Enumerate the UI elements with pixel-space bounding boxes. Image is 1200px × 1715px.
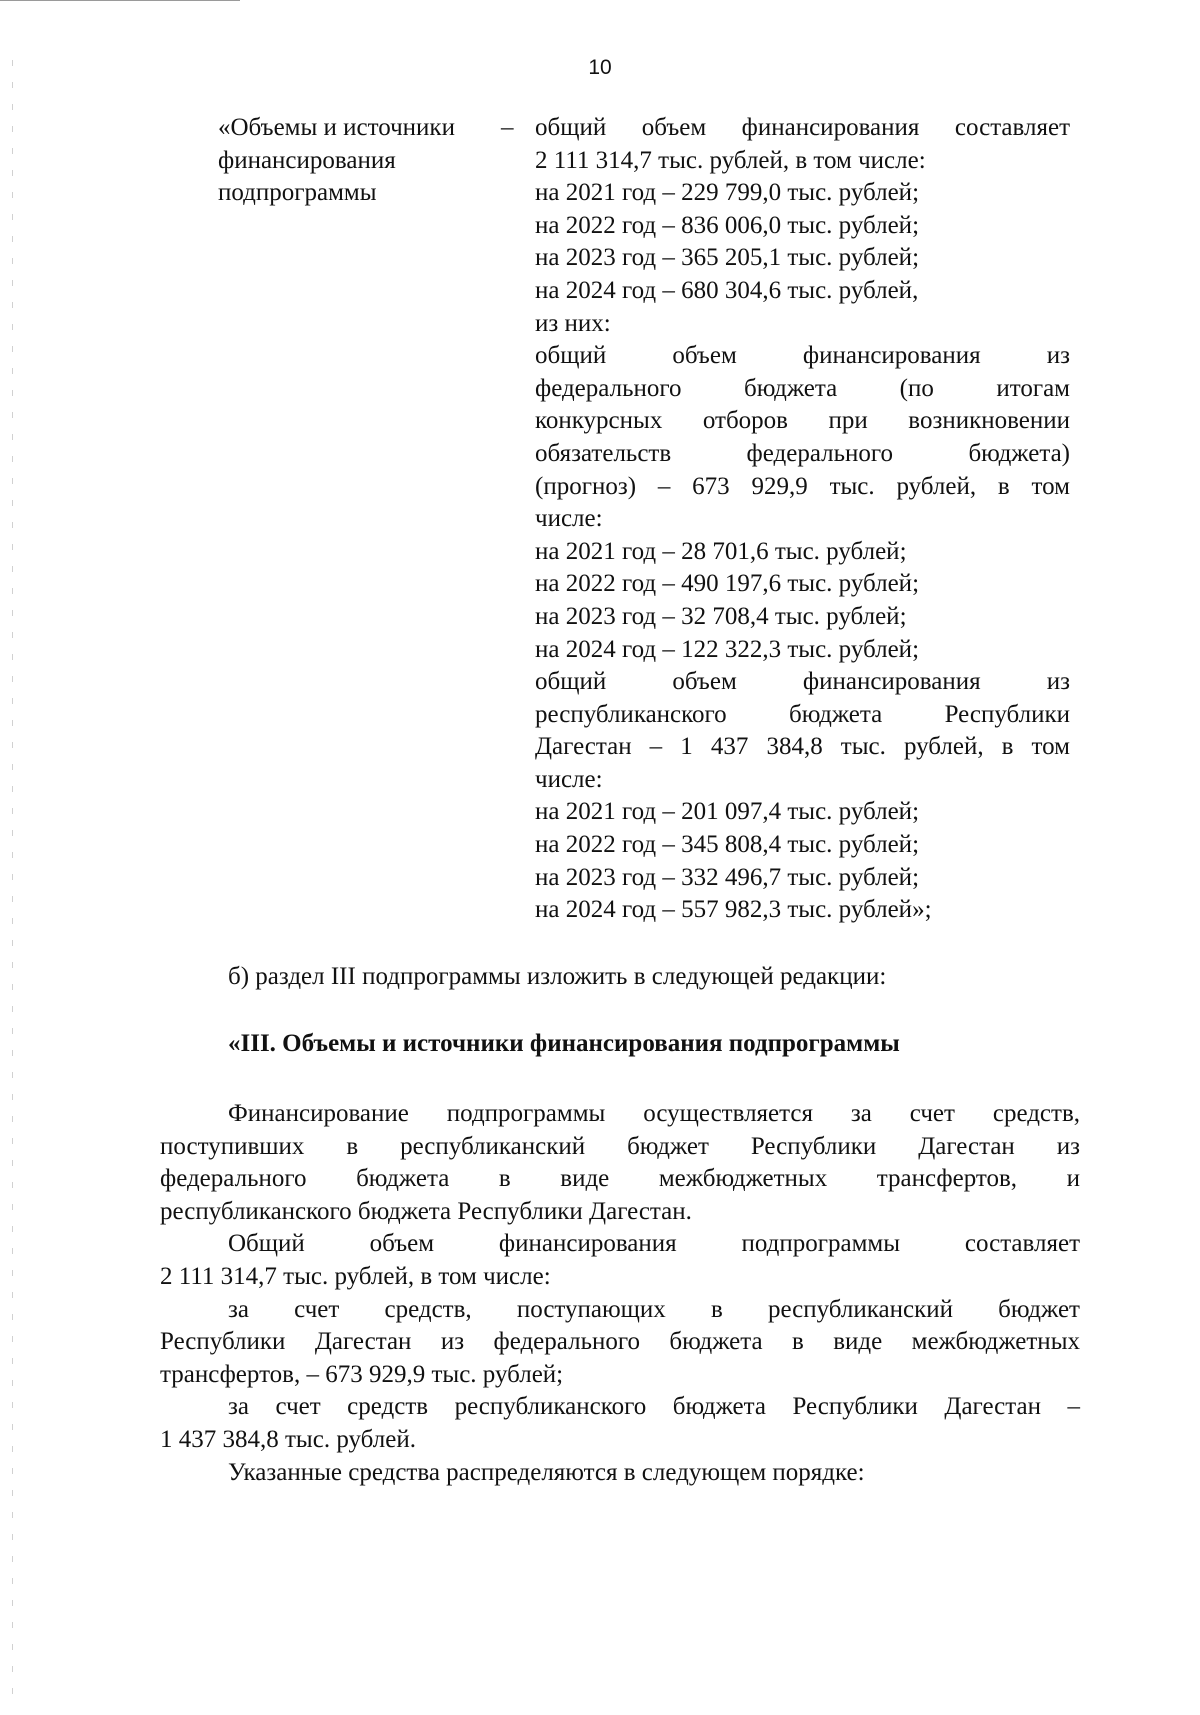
body-line: 1 437 384,8 тыс. рублей.: [160, 1425, 416, 1453]
body-line: трансфертов, – 673 929,9 тыс. рублей;: [160, 1360, 564, 1388]
passport-value-line: общий объем финансирования составляет: [535, 114, 1070, 141]
section-heading: «III. Объемы и источники финансирования подпрограммы: [228, 1030, 900, 1057]
passport-value-line: на 2023 год – 332 496,7 тыс. рублей;: [535, 863, 920, 891]
passport-value-line: из них:: [535, 309, 611, 337]
passport-value-line: конкурсных отборов при возникновении: [535, 407, 1070, 435]
passport-value-line: на 2021 год – 28 701,6 тыс. рублей;: [535, 537, 907, 565]
passport-value-line: общий объем финансирования из: [535, 342, 1070, 370]
passport-value-line: числе:: [535, 765, 603, 793]
body-line: республиканского бюджета Республики Дагестан.: [160, 1197, 692, 1225]
body-line: поступивших в республиканский бюджет Республики Дагестан из: [160, 1132, 1080, 1160]
passport-value-line: на 2023 год – 365 205,1 тыс. рублей;: [535, 244, 920, 272]
passport-value-line: республиканского бюджета Республики: [535, 700, 1070, 728]
amendment-paragraph: б) раздел III подпрограммы изложить в следующей редакции:: [228, 963, 887, 990]
passport-value-line: на 2021 год – 229 799,0 тыс. рублей;: [535, 179, 920, 207]
passport-value-line: на 2022 год – 345 808,4 тыс. рублей;: [535, 831, 920, 859]
body-line: Финансирование подпрограммы осуществляется за счет средств,: [228, 1100, 1080, 1127]
passport-value-line: на 2024 год – 680 304,6 тыс. рублей,: [535, 276, 919, 304]
body-line: Указанные средства распределяются в следующем порядке:: [228, 1458, 865, 1486]
section-body: [160, 1098, 1080, 1489]
body-line: Общий объем финансирования подпрограммы составляет: [228, 1230, 1080, 1258]
passport-value-line: числе:: [535, 505, 603, 533]
body-line: 2 111 314,7 тыс. рублей, в том числе:: [160, 1262, 551, 1290]
passport-value-line: обязательств федерального бюджета): [535, 439, 1070, 467]
passport-value-line: на 2021 год – 201 097,4 тыс. рублей;: [535, 798, 920, 826]
page-number: 10: [588, 56, 612, 79]
passport-value-line: общий объем финансирования из: [535, 668, 1070, 696]
passport-value-line: на 2022 год – 490 197,6 тыс. рублей;: [535, 570, 920, 598]
passport-value-line: федерального бюджета (по итогам: [535, 374, 1070, 402]
passport-value-line: Дагестан – 1 437 384,8 тыс. рублей, в том: [535, 733, 1070, 761]
body-line: за счет средств, поступающих в республиканский бюджет: [228, 1295, 1080, 1323]
passport-value-line: на 2023 год – 32 708,4 тыс. рублей;: [535, 602, 907, 630]
passport-value-line: на 2024 год – 557 982,3 тыс. рублей»;: [535, 896, 932, 924]
passport-label-line: финансирования: [218, 146, 396, 174]
passport-value: [535, 112, 1070, 927]
passport-dash: –: [501, 114, 514, 141]
passport-value-line: (прогноз) – 673 929,9 тыс. рублей, в том: [535, 472, 1070, 500]
passport-label-line: «Объемы и источники: [218, 114, 455, 141]
body-line: за счет средств республиканского бюджета Республики Дагестан –: [228, 1393, 1080, 1421]
body-line: Республики Дагестан из федерального бюджета в виде межбюджетных: [160, 1328, 1080, 1356]
passport-value-line: на 2024 год – 122 322,3 тыс. рублей;: [535, 635, 920, 663]
body-line: федерального бюджета в виде межбюджетных трансфертов, и: [160, 1165, 1080, 1193]
passport-label: [218, 112, 518, 210]
scan-artifact-top: [0, 0, 240, 1]
passport-value-line: 2 111 314,7 тыс. рублей, в том числе:: [535, 146, 926, 174]
passport-value-line: на 2022 год – 836 006,0 тыс. рублей;: [535, 211, 920, 239]
passport-label-line: подпрограммы: [218, 179, 377, 207]
scan-artifact-left-edge: [12, 60, 13, 1700]
